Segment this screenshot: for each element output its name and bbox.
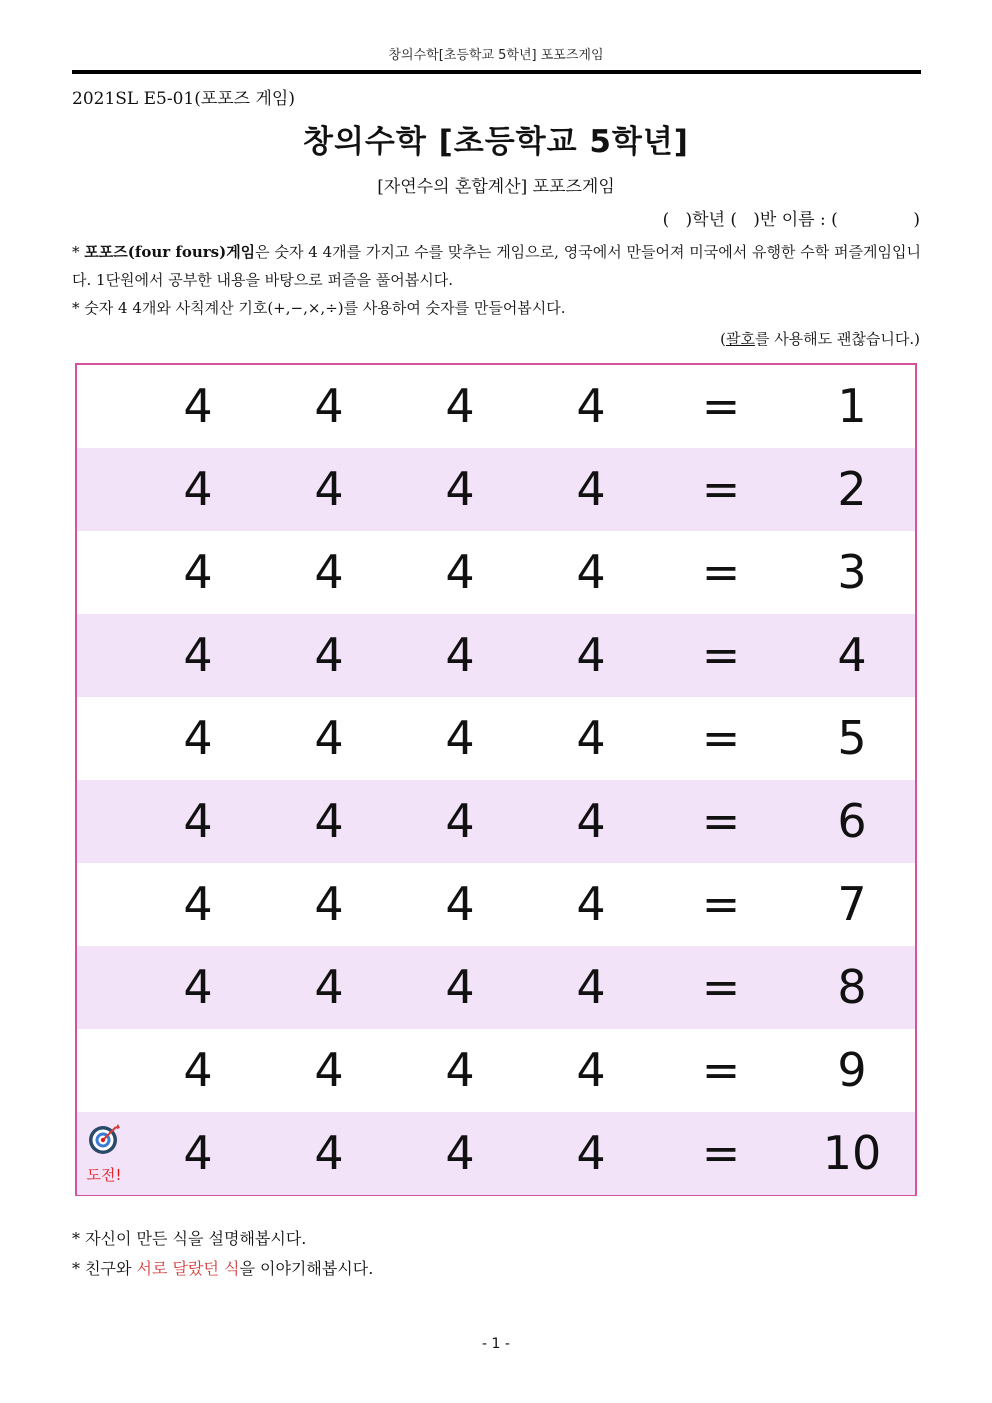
instruction-2: * 숫자 4 4개와 사칙계산 기호(+,−,×,÷)를 사용하여 숫자를 만들어봅시다.	[72, 299, 566, 317]
operand-four: 4	[314, 1043, 344, 1097]
puzzle-row	[77, 780, 915, 863]
equals-sign: =	[701, 628, 741, 682]
target-dart-icon	[87, 1122, 121, 1156]
puzzle-row	[77, 1112, 915, 1195]
challenge-marker	[81, 1122, 127, 1185]
target-number: 5	[837, 711, 867, 765]
equals-sign: =	[701, 1126, 741, 1180]
operand-four: 4	[445, 379, 475, 433]
page-number: - 1 -	[482, 1336, 510, 1352]
operand-four: 4	[576, 794, 606, 848]
puzzle-row	[77, 863, 915, 946]
operand-four: 4	[183, 462, 213, 516]
equals-sign: =	[701, 462, 741, 516]
instructions	[72, 238, 921, 322]
instruction-1-text: 은 숫자 4 4개를 가지고 수를 맞추는 게임으로, 영국에서 만들어져 미국에서 유행한 수학 퍼즐게임입니다. 1단원에서 공부한 내용을 바탕으로 퍼즐을 풀어봅시다.	[72, 243, 921, 289]
puzzle-grid	[75, 363, 917, 1196]
running-header: 창의수학[초등학교 5학년] 포포즈게임	[388, 48, 604, 63]
equals-sign: =	[701, 794, 741, 848]
operand-four: 4	[314, 462, 344, 516]
target-number: 6	[837, 794, 867, 848]
operand-four: 4	[576, 628, 606, 682]
operand-four: 4	[183, 877, 213, 931]
page-subtitle: [자연수의 혼합계산] 포포즈게임	[377, 177, 615, 197]
operand-four: 4	[445, 545, 475, 599]
puzzle-row	[77, 946, 915, 1029]
operand-four: 4	[314, 545, 344, 599]
equals-sign: =	[701, 877, 741, 931]
target-number: 8	[837, 960, 867, 1014]
parentheses-hint	[720, 328, 920, 349]
operand-four: 4	[576, 877, 606, 931]
star-marker: *	[72, 243, 80, 261]
instruction-1	[72, 238, 921, 294]
hint-underlined: 괄호	[725, 330, 755, 348]
equals-sign: =	[701, 545, 741, 599]
operand-four: 4	[183, 960, 213, 1014]
document-code: 2021SL E5-01(포포즈 게임)	[72, 89, 295, 109]
game-name: 포포즈(four fours)게임	[84, 243, 256, 261]
equals-sign: =	[701, 379, 741, 433]
operand-four: 4	[576, 711, 606, 765]
operand-four: 4	[445, 794, 475, 848]
operand-four: 4	[183, 711, 213, 765]
operand-four: 4	[445, 628, 475, 682]
operand-four: 4	[445, 877, 475, 931]
operand-four: 4	[183, 794, 213, 848]
challenge-label: 도전!	[86, 1166, 122, 1184]
equals-sign: =	[701, 711, 741, 765]
operand-four: 4	[314, 1126, 344, 1180]
header-rule	[72, 70, 921, 74]
operand-four: 4	[183, 545, 213, 599]
student-name-line: ( )학년 ( )반 이름 : ( )	[662, 210, 920, 230]
footer-note-2-suffix: 을 이야기해봅시다.	[239, 1259, 374, 1278]
operand-four: 4	[183, 1126, 213, 1180]
target-number: 1	[837, 379, 867, 433]
operand-four: 4	[445, 1043, 475, 1097]
puzzle-row	[77, 1029, 915, 1112]
operand-four: 4	[314, 877, 344, 931]
operand-four: 4	[576, 462, 606, 516]
footer-note-2-highlight: 서로 달랐던 식	[136, 1259, 240, 1278]
footer-note-2	[72, 1254, 373, 1284]
puzzle-row	[77, 531, 915, 614]
hint-open: (	[720, 330, 726, 348]
target-number: 7	[837, 877, 867, 931]
operand-four: 4	[183, 628, 213, 682]
target-number: 9	[837, 1043, 867, 1097]
target-number: 3	[837, 545, 867, 599]
puzzle-row	[77, 365, 915, 448]
equals-sign: =	[701, 1043, 741, 1097]
target-number: 2	[837, 462, 867, 516]
operand-four: 4	[314, 794, 344, 848]
operand-four: 4	[314, 711, 344, 765]
operand-four: 4	[183, 379, 213, 433]
puzzle-row	[77, 697, 915, 780]
operand-four: 4	[576, 960, 606, 1014]
operand-four: 4	[183, 1043, 213, 1097]
footer-note-1: * 자신이 만든 식을 설명해봅시다.	[72, 1229, 307, 1248]
operand-four: 4	[445, 1126, 475, 1180]
puzzle-row	[77, 448, 915, 531]
operand-four: 4	[445, 462, 475, 516]
operand-four: 4	[314, 379, 344, 433]
operand-four: 4	[576, 1126, 606, 1180]
page-title: 창의수학 [초등학교 5학년]	[303, 124, 689, 160]
operand-four: 4	[445, 960, 475, 1014]
equals-sign: =	[701, 960, 741, 1014]
target-number: 4	[837, 628, 867, 682]
operand-four: 4	[314, 960, 344, 1014]
target-number: 10	[822, 1126, 882, 1180]
operand-four: 4	[576, 545, 606, 599]
operand-four: 4	[314, 628, 344, 682]
footer-note-2-prefix: * 친구와	[72, 1259, 137, 1278]
hint-rest: 를 사용해도 괜찮습니다.)	[754, 330, 920, 348]
footer-notes	[72, 1224, 373, 1284]
operand-four: 4	[445, 711, 475, 765]
puzzle-row	[77, 614, 915, 697]
operand-four: 4	[576, 379, 606, 433]
operand-four: 4	[576, 1043, 606, 1097]
